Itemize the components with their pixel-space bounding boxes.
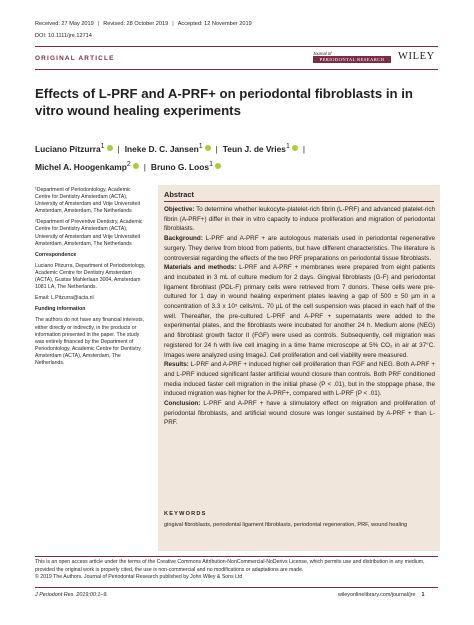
author-name[interactable]: Luciano Pitzurra$^1$ <box>35 144 113 154</box>
footer-rule <box>35 556 438 557</box>
received-date: Received: 27 May 2019 <box>35 21 94 27</box>
license-notice <box>35 559 440 582</box>
abstract-conclusion: Conclusion: L-PRF and A-PRF + have a stimulatory effect on migration and proliferation of periodontal fibroblasts, and artificial wound closure was longer sustained by A-PRF + than L-PRF. <box>164 400 435 427</box>
page-number: 1 <box>421 592 425 598</box>
abstract-rule <box>164 201 434 202</box>
affiliation-1: ¹Department of Periodontology, Academic Centre for Dentistry Amsterdam (ACTA), University of Amsterdam and Vrije Universiteit Amsterdam, Amsterdam, The Netherlands <box>35 187 141 215</box>
citation: J Periodont Res. 2019;00:1–9. <box>35 592 108 598</box>
article-type: ORIGINAL ARTICLE <box>35 55 115 62</box>
orcid-icon[interactable] <box>292 145 298 151</box>
abstract-results: Results: L-PRF and A-PRF + induced higher cell proliferation than FGF and NEG. Both A-PRF + and L-PRF induced significant faster artificial wound closure than controls. Both PRF conditioned media induced faster cell migration in the initial phase (P < .01), but in the stoppage phase, the induced migration was higher for the A-PRF+, compared with L-PRF (P < .01). <box>164 361 435 398</box>
author-name[interactable]: Teun J. de Vries$^1$ <box>223 144 298 154</box>
funding-text: The authors do not have any financial interests, either directly or indirectly, in the products or information presented in the paper. The study was entirely financed by the Department of Periodontology, Academic Centre for Dentistry Amsterdam (ACTA), Amsterdam, The Netherlands. <box>35 317 145 366</box>
abstract-box <box>158 185 440 551</box>
funding-heading: Funding information <box>35 306 86 313</box>
revised-date: Revised: 28 October 2019 <box>103 21 169 27</box>
keywords-list: gingival fibroblasts, periodontal ligament fibroblasts, periodontal regeneration, PRF, wound healing <box>164 522 408 528</box>
affiliations <box>35 187 147 371</box>
article-title: Effects of L-PRF and A-PRF+ on periodontal fibroblasts in in vitro wound healing experiments <box>35 86 413 118</box>
date-separator: | <box>172 21 174 27</box>
publisher-logo: WILEY <box>398 51 435 62</box>
journal-logo <box>313 51 391 64</box>
header-rule-2 <box>35 69 438 70</box>
orcid-icon[interactable] <box>205 145 211 151</box>
correspondence-email[interactable]: Email: L.Pitzurra@acta.nl <box>35 295 94 302</box>
journal-url[interactable]: wileyonlinelibrary.com/journal/jre <box>338 592 416 598</box>
abstract-heading: Abstract <box>164 190 194 199</box>
author-name[interactable]: Michel A. Hoogenkamp$^2$ <box>35 162 139 172</box>
date-separator: | <box>97 21 100 27</box>
orcid-icon[interactable] <box>133 163 139 169</box>
doi[interactable]: DOI: 10.1111/jre.12714 <box>35 33 92 39</box>
correspondence-heading: Correspondence <box>35 251 77 258</box>
footer-right <box>338 592 425 598</box>
affiliation-2: ²Department of Preventive Dentistry, Academic Centre for Dentistry Amsterdam (ACTA), University of Amsterdam and Vrije Universiteit Amsterdam, Amsterdam, The Netherlands <box>35 219 143 247</box>
journal-small-text: Journal of <box>313 51 332 56</box>
orcid-icon[interactable] <box>215 163 221 169</box>
author-name[interactable]: Bruno G. Loos$^1$ <box>151 162 221 172</box>
keywords-heading: KEYWORDS <box>164 511 207 517</box>
license-text: This is an open access article under the terms of the Creative Commons Attribution-NonCommercial-NoDerivs License, which permits use and distribution in any medium, provided the original work is properly cited, the use is non-commercial and no modifications or adaptations are made. <box>35 559 425 573</box>
abstract-background: Background: L-PRF and A-PRF + are autologous materials used in periodontal regenerative surgery. They derive from blood from patients, but have different characteristics. The literature is controversial regarding the effects of the two PRF preparations on periodontal tissue fibroblasts. <box>164 235 435 262</box>
article-dates <box>35 21 252 27</box>
author-list: Luciano Pitzurra$^1$ | Ineke D. C. Jansen$^1$ | Teun J. de Vries$^1$ | Michel A. Hoogenkamp$^2$ | Bruno G. Loos$^1$ <box>35 143 306 172</box>
correspondence-text: Luciano Pitzurra, Department of Periodontology, Academic Centre for Dentistry Amsterdam (ACTA), Gustav Mahlerlaan 3004, Amsterdam 1081 LA, The Netherlands. <box>35 262 146 291</box>
header-rule <box>35 46 438 47</box>
accepted-date: Accepted: 12 November 2019 <box>177 21 252 27</box>
abstract-objective: Objective: To determine whether leukocyte-platelet-rich fibrin (L-PRF) and advanced platelet-rich fibrin (A-PRF+) differ in their in vitro capacity to induce proliferation and migration of periodontal fibroblasts. <box>164 206 435 233</box>
journal-banner: PERIODONTAL RESEARCH <box>313 56 391 63</box>
footer-rule-2 <box>35 587 438 588</box>
abstract-methods: Materials and methods: L-PRF and A-PRF + membranes were prepared from eight patients and incubated in 3 mL of culture medium for 2 days. Gingival fibroblasts (G-F) and periodontal ligament fibroblast (PDL-F) primary cells were retrieved from 7 donors. These cells were pre-cultured for 1 day in wound healing experiment plates leaving a gap of 500 ± 50 µm in a concentration of 3.3 x 10⁵ cells/mL. 70 µL of the cell suspension was placed in each half of the well. Thereafter, the pre-cultured L-PRF and A-PRF + supernatants were added to the experimental plates, and the fibroblasts were incubated for another 24 h. Medium alone (NEG) and fibroblast growth factor II (FGF) were used as controls. Subsequently, cell migration was registered for 24 h with live cell imaging in a time frame microscope at 5% CO₂ in air at 37°C. Images were analyzed using ImageJ. Cell proliferation and cell viability were measured. <box>164 264 436 359</box>
abstract-body <box>164 205 435 428</box>
copyright-text: © 2019 The Authors. Journal of Periodontal Research published by John Wiley & Sons Ltd <box>35 574 243 581</box>
author-name[interactable]: Ineke D. C. Jansen$^1$ <box>125 144 211 154</box>
orcid-icon[interactable] <box>107 145 113 151</box>
